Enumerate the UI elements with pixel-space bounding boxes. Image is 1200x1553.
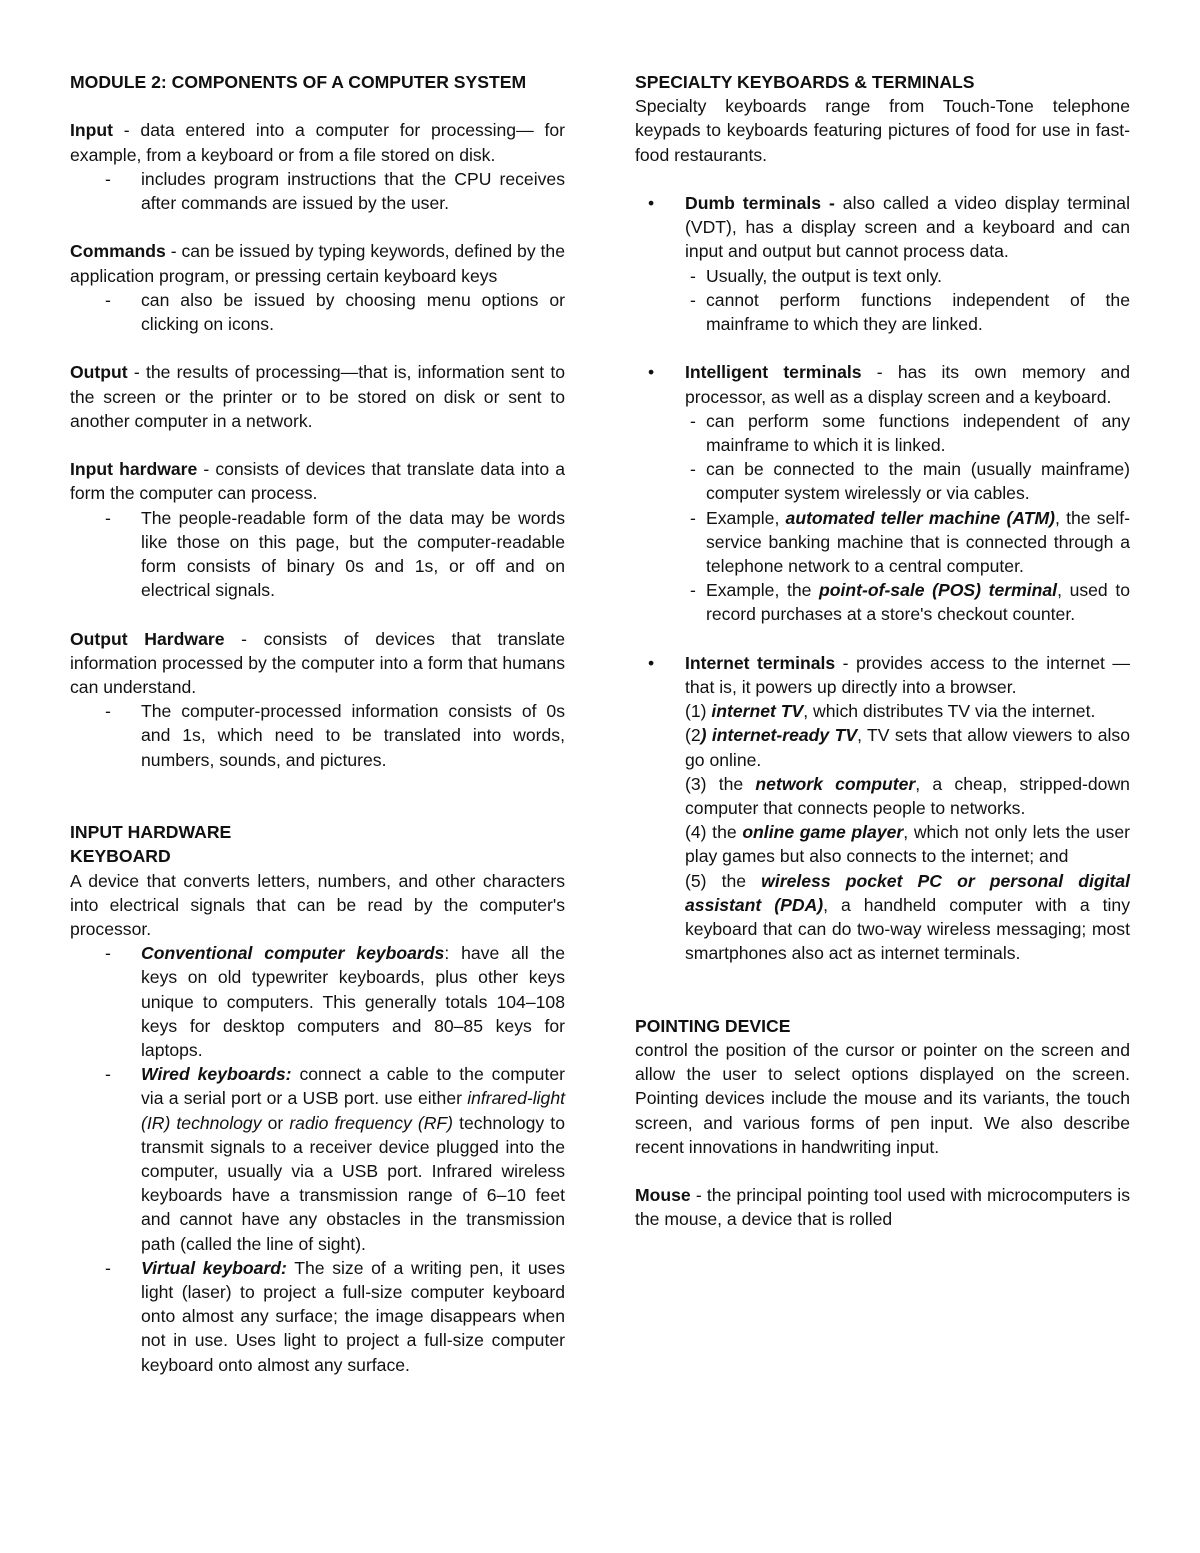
intelligent-terminals-paragraph: [685, 360, 1130, 408]
virtual-term: Virtual keyboard:: [141, 1257, 287, 1278]
item-text: , which not only lets the user play games but also connects to the internet; and: [685, 822, 1130, 867]
keyboard-heading: KEYBOARD: [70, 846, 171, 867]
mouse-definition: - the principal pointing tool used with microcomputers is the mouse, a device that is rolled: [635, 1185, 1130, 1230]
dumb-terminals-definition: also called a video display terminal (VDT), has a display screen and a keyboard and can input and output but cannot process data.: [685, 193, 1130, 262]
specialty-definition: Specialty keyboards range from Touch-Tone telephone keypads to keyboards featuring pictures of food for use in fast-food restaurants.: [635, 96, 1130, 165]
internet-item-5: [685, 869, 1130, 966]
input-hardware-definition: - consists of devices that translate data into a form the computer can process.: [70, 459, 565, 504]
internet-terminals-term: Internet terminals: [685, 652, 836, 673]
atm-example-item: [706, 506, 1130, 579]
output-hardware-definition: - consists of devices that translate information processed by the computer into a form that humans can understand.: [70, 628, 566, 697]
intelligent-terminals-term: Intelligent terminals: [685, 362, 862, 383]
dumb-terminals-term: Dumb terminals -: [685, 193, 835, 213]
list-item: - The people-readable form of the data may be words like those on this page, but the computer-readable form consists of binary 0s and 1s, or off and on electrical signals.: [141, 506, 565, 603]
conventional-text: : have all the keys on old typewriter keyboards, plus other keys unique to computers. This generally totals 104–108 keys for desktop computers and 80–85 keys for laptops.: [141, 943, 565, 1061]
wired-term: Wired keyboards:: [141, 1064, 292, 1085]
radio-frequency: radio frequency (RF): [289, 1112, 454, 1133]
wired-text-1: connect a cable to the computer via a serial port or a USB port. use either: [141, 1064, 565, 1109]
list-item: - includes program instructions that the CPU receives after commands are issued by the user.: [141, 167, 565, 215]
input-paragraph: [70, 118, 565, 166]
network-computer-term: network computer: [755, 773, 916, 794]
item-number: (1): [685, 701, 712, 722]
ir-technology: infrared-light (IR) technology: [141, 1088, 565, 1133]
atm-pre: Example,: [706, 507, 786, 528]
keyboard-definition: A device that converts letters, numbers, and other characters into electrical signals that can be read by the computer's processor.: [70, 870, 565, 940]
input-hardware-term: Input hardware: [70, 459, 198, 480]
bullet-icon: •: [648, 193, 655, 213]
atm-term: automated teller machine (ATM): [785, 507, 1056, 528]
internet-tv-term: internet TV: [711, 701, 804, 722]
input-hardware-heading: INPUT HARDWARE: [70, 822, 232, 843]
wired-text-2: or: [261, 1112, 290, 1133]
online-game-player-term: online game player: [742, 822, 904, 843]
mouse-paragraph: [635, 1183, 1130, 1231]
pointing-device-definition: control the position of the cursor or pointer on the screen and allow the user to select options displayed on the screen. Pointing devices include the mouse and its variants, the touch screen, and various forms of pen input. We also describe recent innovations in handwriting input.: [635, 1040, 1130, 1157]
pos-pre: Example, the: [706, 580, 819, 601]
pos-example-item: [706, 578, 1130, 626]
dumb-terminals-block: [635, 191, 1130, 336]
item-number: (5) the: [685, 870, 762, 891]
pda-term: wireless pocket PC or personal digital assistant (PDA): [685, 870, 1130, 915]
virtual-text: The size of a writing pen, it uses light (laser) to project a full-size computer keyboard onto almost any surface; the image disappears when not in use. Uses light to project a full-size computer keyboard onto almost any surface.: [141, 1257, 565, 1375]
right-column: [635, 70, 1130, 1232]
atm-post: , the self-service banking machine that is connected through a telephone network to a central computer.: [706, 507, 1130, 577]
pos-post: , used to record purchases at a store's checkout counter.: [706, 580, 1130, 625]
internet-item-2: [685, 723, 1130, 771]
internet-item-3: [685, 772, 1130, 820]
conventional-keyboard-item: [141, 941, 565, 1062]
input-hardware-paragraph: [70, 457, 565, 505]
internet-terminals-paragraph: [685, 651, 1130, 699]
intelligent-terminals-definition: - has its own memory and processor, as well as a display screen and a keyboard.: [685, 362, 1130, 407]
list-item: - can be connected to the main (usually mainframe) computer system wirelessly or via cables.: [706, 457, 1130, 505]
wired-text-3: technology to transmit signals to a receiver device plugged into the computer, usually via a USB port. Infrared wireless keyboards have a transmission range of 6–10 feet and cannot have any obstacles in the transmission path (called the line of sight).: [141, 1112, 565, 1254]
list-item: - cannot perform functions independent of the mainframe to which they are linked.: [706, 288, 1130, 336]
intelligent-terminals-block: [635, 360, 1130, 626]
specialty-heading: SPECIALTY KEYBOARDS & TERMINALS: [635, 72, 975, 92]
input-definition: - data entered into a computer for processing— for example, from a keyboard or from a file stored on disk.: [70, 120, 565, 165]
commands-paragraph: [70, 239, 565, 287]
item-text: , a cheap, stripped-down computer that connects people to networks.: [685, 773, 1130, 819]
input-term: Input: [70, 120, 113, 141]
output-paragraph: [70, 360, 565, 433]
internet-terminals-block: [635, 651, 1130, 966]
output-term: Output: [70, 362, 128, 383]
item-text: , which distributes TV via the internet.: [803, 701, 1096, 722]
item-number: (4) the: [685, 822, 743, 843]
output-hardware-term: Output Hardware: [70, 628, 225, 649]
commands-definition: - can be issued by typing keywords, defined by the application program, or pressing certain keyboard keys: [70, 241, 565, 286]
pos-term: point-of-sale (POS) terminal: [819, 580, 1058, 601]
list-item: - The computer-processed information consists of 0s and 1s, which need to be translated into words, numbers, sounds, and pictures.: [141, 699, 565, 772]
internet-item-4: [685, 820, 1130, 868]
internet-terminals-definition: - provides access to the internet —that is, it powers up directly into a browser.: [685, 652, 1130, 698]
internet-ready-tv-term: ) internet-ready TV: [700, 725, 858, 746]
dumb-terminals-paragraph: [685, 191, 1130, 264]
item-number: (3) the: [685, 773, 756, 794]
conventional-term: Conventional computer keyboards: [141, 943, 445, 964]
pointing-device-heading: POINTING DEVICE: [635, 1015, 791, 1036]
keyboard-types-list: [70, 941, 565, 1377]
bullet-icon: •: [648, 362, 655, 383]
output-hardware-sublist: [70, 699, 565, 772]
virtual-keyboard-item: [141, 1256, 565, 1377]
item-text: , TV sets that allow viewers to also go online.: [685, 725, 1130, 770]
item-text: , a handheld computer with a tiny keyboard that can do two-way wireless messaging; most smartphones also act as internet terminals.: [685, 894, 1130, 964]
list-item: - can perform some functions independent of any mainframe to which it is linked.: [706, 409, 1130, 457]
bullet-icon: •: [648, 652, 655, 673]
module-title: MODULE 2: COMPONENTS OF A COMPUTER SYSTEM: [70, 72, 527, 92]
left-column: [70, 70, 565, 1377]
item-number: (2: [685, 725, 701, 746]
intelligent-terminals-sublist: [685, 409, 1130, 627]
commands-term: Commands: [70, 241, 166, 262]
commands-sublist: [70, 288, 565, 336]
internet-item-1: [685, 699, 1130, 723]
list-item: - can also be issued by choosing menu options or clicking on icons.: [141, 288, 565, 336]
list-item: - Usually, the output is text only.: [706, 264, 1130, 288]
dumb-terminals-sublist: [685, 264, 1130, 337]
output-definition: - the results of processing—that is, information sent to the screen or the printer or to be stored on disk or sent to another computer in a network.: [70, 362, 565, 431]
output-hardware-paragraph: [70, 627, 565, 700]
mouse-term: Mouse: [635, 1185, 691, 1206]
input-sublist: [70, 167, 565, 215]
wired-keyboard-item: [141, 1062, 565, 1256]
input-hardware-sublist: [70, 506, 565, 603]
